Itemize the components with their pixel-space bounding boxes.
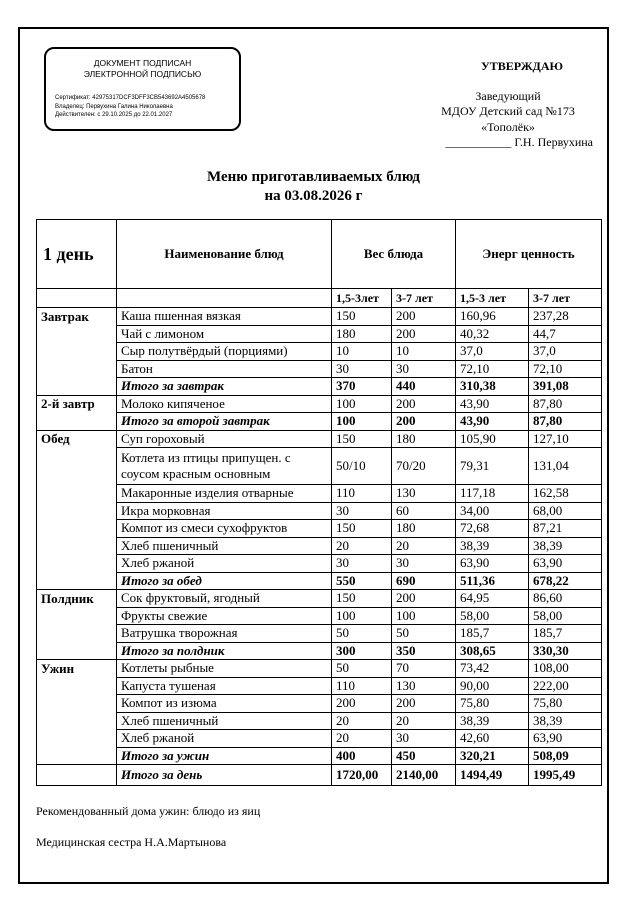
dish-name-cell: Капуста тушеная (117, 677, 332, 695)
weight-age-2-cell: 200 (392, 325, 456, 343)
weight-age-1-cell: 370 (332, 378, 392, 396)
page-title-date: на 03.08.2026 г (264, 188, 363, 204)
meal-cell-empty (37, 343, 117, 361)
energy-age-2-cell: 87,80 (529, 395, 602, 413)
approval-title: УТВЕРЖДАЮ (480, 59, 563, 73)
weight-age-1-cell: 110 (332, 485, 392, 503)
dish-name-cell: Сыр полутвёрдый (порциями) (117, 343, 332, 361)
meal-cell-empty (37, 572, 117, 590)
table-row (37, 430, 602, 448)
dish-name-cell: Каша пшенная вязкая (117, 308, 332, 326)
weight-age-2-cell: 30 (392, 360, 456, 378)
page-title-line1: Меню приготавливаемых блюд (206, 169, 421, 185)
subheader-weight-age-2: 3-7 лет (392, 289, 456, 308)
table-row (37, 660, 602, 678)
energy-age-2-cell: 237,28 (529, 308, 602, 326)
weight-age-1-cell: 150 (332, 430, 392, 448)
meal-cell-empty (37, 712, 117, 730)
weight-age-1-cell: 20 (332, 537, 392, 555)
weight-age-1-cell: 110 (332, 677, 392, 695)
weight-age-1-cell: 30 (332, 360, 392, 378)
dish-name-cell: Хлеб ржаной (117, 555, 332, 573)
subtotal-row (37, 747, 602, 765)
table-row (37, 555, 602, 573)
energy-age-1-cell: 90,00 (456, 677, 529, 695)
column-header-energy: Энерг ценность (456, 220, 602, 289)
meal-cell-empty (37, 485, 117, 503)
energy-age-1-cell: 73,42 (456, 660, 529, 678)
dish-name-cell: Икра морковная (117, 502, 332, 520)
energy-age-1-cell: 1494,49 (456, 765, 529, 786)
day-label: 1 день (37, 220, 117, 289)
dish-name-cell: Молоко кипяченое (117, 395, 332, 413)
energy-age-2-cell: 58,00 (529, 607, 602, 625)
subtotal-row (37, 572, 602, 590)
table-row (37, 308, 602, 326)
weight-age-1-cell: 50 (332, 625, 392, 643)
dish-name-cell: Хлеб пшеничный (117, 537, 332, 555)
energy-age-2-cell: 108,00 (529, 660, 602, 678)
subtotal-row (37, 642, 602, 660)
dish-name-cell: Итого за второй завтрак (117, 413, 332, 431)
energy-age-1-cell: 34,00 (456, 502, 529, 520)
weight-age-1-cell: 10 (332, 343, 392, 361)
stamp-title (46, 58, 239, 80)
subheader-empty (37, 289, 117, 308)
dish-name-cell: Компот из изюма (117, 695, 332, 713)
stamp-valid: Действителен: с 29.10.2025 до 22.01.2027 (55, 112, 173, 118)
weight-age-2-cell: 50 (392, 625, 456, 643)
weight-age-2-cell: 440 (392, 378, 456, 396)
weight-age-2-cell: 130 (392, 485, 456, 503)
energy-age-1-cell: 79,31 (456, 448, 529, 485)
dish-name-cell: Компот из смеси сухофруктов (117, 520, 332, 538)
energy-age-2-cell: 162,58 (529, 485, 602, 503)
energy-age-2-cell: 68,00 (529, 502, 602, 520)
meal-cell-empty (37, 520, 117, 538)
energy-age-2-cell: 75,80 (529, 695, 602, 713)
approval-position: Заведующий (475, 88, 541, 103)
approval-signature: ___________ Г.Н. Первухина (445, 135, 593, 149)
stamp-details (55, 94, 205, 120)
energy-age-2-cell: 63,90 (529, 555, 602, 573)
table-row (37, 395, 602, 413)
dish-name-cell: Суп гороховый (117, 430, 332, 448)
energy-age-1-cell: 105,90 (456, 430, 529, 448)
energy-age-1-cell: 64,95 (456, 590, 529, 608)
energy-age-2-cell: 87,80 (529, 413, 602, 431)
weight-age-1-cell: 150 (332, 590, 392, 608)
table-row (37, 677, 602, 695)
weight-age-1-cell: 20 (332, 712, 392, 730)
meal-cell-empty (37, 378, 117, 396)
energy-age-1-cell: 40,32 (456, 325, 529, 343)
stamp-title-line2: ЭЛЕКТРОННОЙ ПОДПИСЬЮ (83, 69, 202, 79)
table-row (37, 485, 602, 503)
table-row (37, 730, 602, 748)
subtotal-row (37, 378, 602, 396)
energy-age-2-cell: 1995,49 (529, 765, 602, 786)
energy-age-2-cell: 38,39 (529, 537, 602, 555)
energy-age-1-cell: 185,7 (456, 625, 529, 643)
weight-age-2-cell: 100 (392, 607, 456, 625)
dish-name-cell: Сок фруктовый, ягодный (117, 590, 332, 608)
meal-cell-empty (37, 448, 117, 485)
subheader-energy-age-1: 1,5-3 лет (456, 289, 529, 308)
dish-name-cell: Макаронные изделия отварные (117, 485, 332, 503)
weight-age-1-cell: 20 (332, 730, 392, 748)
energy-age-2-cell: 508,09 (529, 747, 602, 765)
energy-age-1-cell: 58,00 (456, 607, 529, 625)
meal-cell-empty (37, 502, 117, 520)
stamp-owner: Владелец: Первухина Галина Николаевна (55, 103, 173, 110)
energy-age-1-cell: 42,60 (456, 730, 529, 748)
weight-age-1-cell: 50 (332, 660, 392, 678)
weight-age-2-cell: 70/20 (392, 448, 456, 485)
weight-age-2-cell: 70 (392, 660, 456, 678)
energy-age-2-cell: 131,04 (529, 448, 602, 485)
dish-name-cell: Фрукты свежие (117, 607, 332, 625)
weight-age-2-cell: 180 (392, 430, 456, 448)
table-row (37, 520, 602, 538)
dish-name-cell: Итого за завтрак (117, 378, 332, 396)
meal-cell-empty (37, 677, 117, 695)
meal-cell-empty (37, 747, 117, 765)
meal-cell-empty (37, 537, 117, 555)
subheader-energy-age-2: 3-7 лет (529, 289, 602, 308)
energy-age-2-cell: 38,39 (529, 712, 602, 730)
meal-label: Завтрак (37, 308, 117, 326)
approval-block (393, 59, 593, 151)
table-row (37, 712, 602, 730)
table-row (37, 537, 602, 555)
meal-cell-empty (37, 555, 117, 573)
table-row (37, 448, 602, 485)
table-row (37, 325, 602, 343)
grand-total-row (37, 765, 602, 786)
table-row (37, 502, 602, 520)
dish-name-cell: Хлеб пшеничный (117, 712, 332, 730)
page-title (20, 168, 607, 206)
weight-age-2-cell: 350 (392, 642, 456, 660)
weight-age-2-cell: 30 (392, 730, 456, 748)
energy-age-2-cell: 127,10 (529, 430, 602, 448)
weight-age-1-cell: 150 (332, 520, 392, 538)
energy-age-1-cell: 117,18 (456, 485, 529, 503)
energy-age-2-cell: 37,0 (529, 343, 602, 361)
energy-age-2-cell: 44,7 (529, 325, 602, 343)
energy-age-1-cell: 308,65 (456, 642, 529, 660)
energy-age-2-cell: 185,7 (529, 625, 602, 643)
weight-age-1-cell: 1720,00 (332, 765, 392, 786)
meal-cell-empty (37, 325, 117, 343)
weight-age-1-cell: 50/10 (332, 448, 392, 485)
table-row (37, 360, 602, 378)
dish-name-cell: Котлета из птицы припущен. с соусом красным основным (117, 448, 332, 485)
column-header-dish-name: Наименование блюд (117, 220, 332, 289)
dish-name-cell: Батон (117, 360, 332, 378)
energy-age-1-cell: 38,39 (456, 712, 529, 730)
table-row (37, 625, 602, 643)
meal-cell-empty (37, 607, 117, 625)
weight-age-1-cell: 550 (332, 572, 392, 590)
table-row (37, 695, 602, 713)
meal-cell-empty (37, 642, 117, 660)
nurse-signature: Медицинская сестра Н.А.Мартынова (36, 835, 227, 849)
energy-age-1-cell: 43,90 (456, 413, 529, 431)
weight-age-2-cell: 200 (392, 308, 456, 326)
meal-cell-empty (37, 413, 117, 431)
energy-age-2-cell: 86,60 (529, 590, 602, 608)
energy-age-1-cell: 72,68 (456, 520, 529, 538)
meal-cell-empty (37, 730, 117, 748)
weight-age-1-cell: 200 (332, 695, 392, 713)
energy-age-2-cell: 391,08 (529, 378, 602, 396)
meal-cell-empty (37, 695, 117, 713)
table-row (37, 590, 602, 608)
weight-age-2-cell: 130 (392, 677, 456, 695)
menu-table-body (37, 220, 602, 786)
table-row (37, 343, 602, 361)
subheader-weight-age-1: 1,5-3лет (332, 289, 392, 308)
document-page (18, 27, 609, 884)
energy-age-1-cell: 160,96 (456, 308, 529, 326)
dish-name-cell: Итого за обед (117, 572, 332, 590)
dish-name-cell: Чай с лимоном (117, 325, 332, 343)
column-header-weight: Вес блюда (332, 220, 456, 289)
table-header-row (37, 220, 602, 289)
stamp-title-line1: ДОКУМЕНТ ПОДПИСАН (93, 58, 192, 68)
weight-age-2-cell: 2140,00 (392, 765, 456, 786)
energy-age-1-cell: 37,0 (456, 343, 529, 361)
energy-age-2-cell: 87,21 (529, 520, 602, 538)
electronic-signature-stamp (44, 47, 241, 131)
energy-age-2-cell: 222,00 (529, 677, 602, 695)
weight-age-1-cell: 100 (332, 607, 392, 625)
meal-cell-empty (37, 625, 117, 643)
weight-age-2-cell: 30 (392, 555, 456, 573)
subtotal-row (37, 413, 602, 431)
energy-age-1-cell: 38,39 (456, 537, 529, 555)
energy-age-2-cell: 72,10 (529, 360, 602, 378)
weight-age-2-cell: 200 (392, 413, 456, 431)
dish-name-cell: Ватрушка творожная (117, 625, 332, 643)
energy-age-2-cell: 63,90 (529, 730, 602, 748)
table-row (37, 607, 602, 625)
weight-age-1-cell: 150 (332, 308, 392, 326)
weight-age-1-cell: 180 (332, 325, 392, 343)
energy-age-2-cell: 678,22 (529, 572, 602, 590)
meal-cell-empty (37, 360, 117, 378)
meal-label: 2-й завтр (37, 395, 117, 413)
weight-age-2-cell: 180 (392, 520, 456, 538)
weight-age-1-cell: 30 (332, 555, 392, 573)
meal-label: Обед (37, 430, 117, 448)
weight-age-2-cell: 690 (392, 572, 456, 590)
energy-age-1-cell: 72,10 (456, 360, 529, 378)
menu-table (36, 219, 602, 786)
weight-age-2-cell: 450 (392, 747, 456, 765)
energy-age-1-cell: 511,36 (456, 572, 529, 590)
stamp-certificate: Сертификат: 42975317DCF3DFF3CB543692A4505678 (55, 95, 206, 101)
dish-name-cell: Итого за полдник (117, 642, 332, 660)
energy-age-1-cell: 75,80 (456, 695, 529, 713)
weight-age-2-cell: 200 (392, 395, 456, 413)
approval-organization-name: «Тополёк» (481, 119, 535, 134)
weight-age-2-cell: 200 (392, 590, 456, 608)
recommendation-note: Рекомендованный дома ужин: блюдо из яиц (36, 804, 261, 818)
meal-label: Ужин (37, 660, 117, 678)
dish-name-cell: Итого за ужин (117, 747, 332, 765)
weight-age-2-cell: 200 (392, 695, 456, 713)
meal-label: Полдник (37, 590, 117, 608)
weight-age-1-cell: 100 (332, 413, 392, 431)
weight-age-1-cell: 30 (332, 502, 392, 520)
approval-organization: МДОУ Детский сад №173 (441, 104, 575, 118)
meal-cell-empty (37, 765, 117, 786)
energy-age-1-cell: 310,38 (456, 378, 529, 396)
subheader-empty (117, 289, 332, 308)
table-subheader-row (37, 289, 602, 308)
weight-age-2-cell: 10 (392, 343, 456, 361)
energy-age-1-cell: 43,90 (456, 395, 529, 413)
energy-age-1-cell: 63,90 (456, 555, 529, 573)
energy-age-1-cell: 320,21 (456, 747, 529, 765)
weight-age-1-cell: 300 (332, 642, 392, 660)
weight-age-2-cell: 20 (392, 712, 456, 730)
dish-name-cell: Котлеты рыбные (117, 660, 332, 678)
dish-name-cell: Хлеб ржаной (117, 730, 332, 748)
weight-age-2-cell: 20 (392, 537, 456, 555)
weight-age-2-cell: 60 (392, 502, 456, 520)
weight-age-1-cell: 400 (332, 747, 392, 765)
energy-age-2-cell: 330,30 (529, 642, 602, 660)
dish-name-cell: Итого за день (117, 765, 332, 786)
weight-age-1-cell: 100 (332, 395, 392, 413)
